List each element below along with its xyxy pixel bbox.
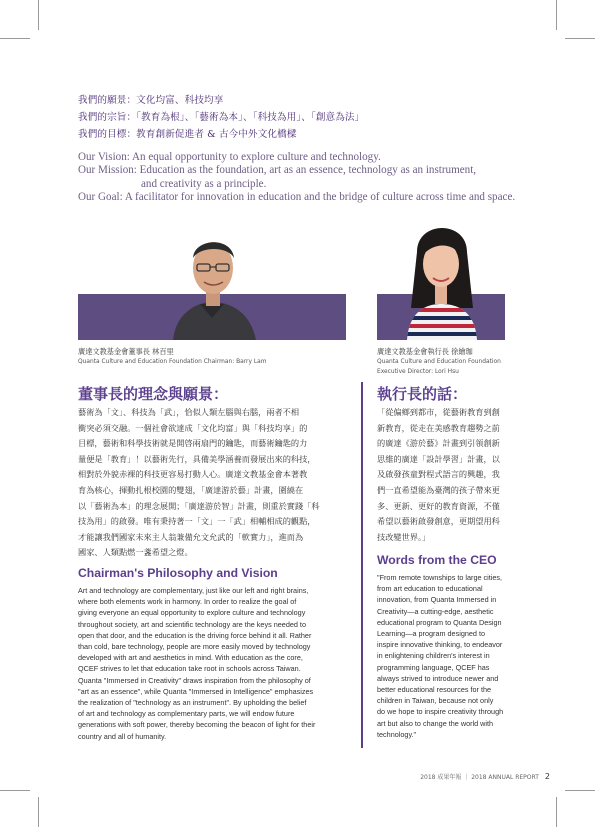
ceo-portrait-icon xyxy=(377,212,505,340)
crop-mark xyxy=(38,0,39,30)
ceo-body-en xyxy=(377,572,503,740)
paragraph-line: 的廣達《游於藝》計畫到引領創新 xyxy=(377,438,500,449)
paragraph-line: 新教育，從走在美感教育趨勢之前 xyxy=(377,422,500,433)
crop-mark xyxy=(565,790,595,791)
mission-line-en: Our Mission: Education as the foundation, art as an essence, technology as an instrument, xyxy=(78,164,477,177)
paragraph-line: giving everyone an equal opportunity to explore culture and technology xyxy=(78,608,306,618)
paragraph-line: educational program to Quanta Design xyxy=(377,617,502,627)
paragraph-line: "art as an essence", while Quanta "Immersed in Intelligence" emphasizes xyxy=(78,686,314,696)
page-footer xyxy=(380,772,550,781)
paragraph-line: generations with soft power, thereby becoming the beacon of light for their xyxy=(78,720,316,730)
paragraph-line: 衝突必須交融。一個社會欲達成「文化均富」與「科技均享」的 xyxy=(78,422,308,433)
paragraph-line: 「從偏鄉到都市，從藝術教育到創 xyxy=(377,407,500,417)
paragraph-line: better educational resources for the xyxy=(377,685,492,695)
footer-text: 2018 成果年報 ｜ 2018 ANNUAL REPORT xyxy=(420,774,539,781)
page-number: 2 xyxy=(544,772,550,781)
ceo-heading-zh: 執行長的話： xyxy=(377,385,468,403)
chairman-portrait-icon xyxy=(78,212,346,340)
ceo-body-zh xyxy=(377,405,500,545)
goal-line: 我們的目標：教育創新促進者 & 古今中外文化橋樑 xyxy=(78,129,297,140)
paragraph-line: "From remote townships to large cities, xyxy=(377,573,503,582)
paragraph-line: children in Taiwan, because not only xyxy=(377,696,494,706)
vision-line: 我們的願景：文化均富、科技均享 xyxy=(78,95,224,106)
ceo-caption-zh: 廣達文教基金會執行長 徐繪珈 xyxy=(377,347,473,356)
chairman-caption-zh: 廣達文教基金會董事長 林百里 xyxy=(78,347,174,356)
paragraph-line: 相對於外貌赤裸的科技更容易打動人心。廣達文教基金會本著教 xyxy=(78,469,308,480)
column-divider xyxy=(361,382,363,748)
paragraph-line: country and all of humanity. xyxy=(78,731,167,741)
paragraph-line: 量便是「教育」！以藝術先行，具備美學涵養而發展出來的科技， xyxy=(78,453,316,464)
ceo-photo xyxy=(377,212,505,340)
ceo-caption-en-2: Executive Director: Lori Hsu xyxy=(377,369,459,375)
paragraph-line: art but also to change the world with xyxy=(377,718,494,728)
chairman-heading-zh: 董事長的理念與願景： xyxy=(78,385,229,403)
paragraph-line: QCEF strives to let that education take root in schools across Taiwan. xyxy=(78,664,301,674)
paragraph-line: 希望以藝術啟發創意，更期望用科 xyxy=(377,516,500,527)
paragraph-line: 及啟發孩童對程式語言的興趣，我 xyxy=(377,469,500,480)
chairman-body-zh xyxy=(78,405,320,561)
ceo-caption-en-1: Quanta Culture and Education Foundation xyxy=(377,359,501,365)
paragraph-line: developed with art and aesthetics in mind. With education as the core, xyxy=(78,653,303,663)
paragraph-line: in enlightening children's interest in xyxy=(377,651,490,661)
paragraph-line: where both elements work in harmony. In order to realize the goal of xyxy=(78,597,297,607)
paragraph-line: Creativity—a cutting-edge, aesthetic xyxy=(377,606,494,616)
vision-line-en: Our Vision: An equal opportunity to explore culture and technology. xyxy=(78,151,381,163)
paragraph-line: inspire innovative thinking, to endeavor xyxy=(377,640,503,650)
vision-block-en xyxy=(78,151,558,205)
mission-line-en-cont: and creativity as a principle. xyxy=(141,177,267,190)
paragraph-line: open that door, and the education is the driving force behind it all. Rather xyxy=(78,630,312,640)
paragraph-line: 藝術為「文」、科技為「武」，恰似人類左腦與右腦，兩者不相 xyxy=(78,407,300,417)
paragraph-line: 們一直希望能為臺灣的孩子帶來更 xyxy=(377,484,500,495)
paragraph-line: Learning—a program designed to xyxy=(377,629,486,639)
ceo-heading-en: Words from the CEO xyxy=(377,553,497,567)
paragraph-line: always strived to introduce newer and xyxy=(377,673,499,683)
paragraph-line: programming language, QCEF has xyxy=(377,662,490,672)
paragraph-line: 思維的廣達「設計學習」計畫，以 xyxy=(377,453,500,464)
crop-mark xyxy=(565,38,595,39)
paragraph-line: 國家、人類點燃一盞希望之燈。 xyxy=(78,547,193,558)
crop-mark xyxy=(0,38,30,39)
paragraph-line: of art and technology as complementary parts, we will endow future xyxy=(78,709,295,719)
paragraph-line: 多、更新、更好的教育資源，不僅 xyxy=(377,500,500,511)
paragraph-line: innovation, from Quanta Immersed in xyxy=(377,595,497,605)
goal-line-en: Our Goal: A facilitator for innovation in education and the bridge of culture across time and space. xyxy=(78,191,516,204)
paragraph-line: technology." xyxy=(377,729,417,739)
paragraph-line: do we hope to inspire creativity through xyxy=(377,707,504,717)
vision-block-zh xyxy=(78,92,558,143)
paragraph-line: 育為核心，揮動扎根校園的雙翅，「廣達游於藝」計畫，圍繞在 xyxy=(78,484,304,495)
crop-mark xyxy=(556,797,557,827)
mission-line: 我們的宗旨：「教育為根」、「藝術為本」、「科技為用」、「創意為法」 xyxy=(78,112,365,123)
paragraph-line: 以「藝術為本」的理念展開；「廣達游於智」計畫，則重於實踐「科 xyxy=(78,500,320,511)
paragraph-line: the realization of "technology as an instrument". By upholding the belief xyxy=(78,698,307,708)
paragraph-line: Art and technology are complementary, just like our left and right brains, xyxy=(78,586,309,595)
paragraph-line: from art education to educational xyxy=(377,584,483,594)
paragraph-line: Quanta "Immersed in Creativity" draws inspiration from the philosophy of xyxy=(78,675,311,685)
paragraph-line: 技改變世界。」 xyxy=(377,531,431,542)
crop-mark xyxy=(556,0,557,30)
crop-mark xyxy=(0,790,30,791)
paragraph-line: 才能讓我們國家未來主人翁兼備允文允武的「軟實力」，進而為 xyxy=(78,531,304,542)
chairman-photo xyxy=(78,212,346,340)
chairman-heading-en: Chairman's Philosophy and Vision xyxy=(78,566,278,580)
paragraph-line: than cold, bare technology, people are more easily moved by technology xyxy=(78,642,311,652)
chairman-body-en xyxy=(78,585,315,742)
paragraph-line: throughout society, art and scientific technology are the keys needed to xyxy=(78,619,306,629)
chairman-caption xyxy=(78,347,266,367)
crop-mark xyxy=(38,797,39,827)
paragraph-line: 技為用」的啟發。唯有秉持著一「文」一「武」相輔相成的觀點， xyxy=(78,516,316,527)
paragraph-line: 目標，藝術和科學技術就是開啓兩扇門的鑰匙，而藝術鑰匙的力 xyxy=(78,438,308,449)
chairman-caption-en: Quanta Culture and Education Foundation Chairman: Barry Lam xyxy=(78,359,267,365)
ceo-caption xyxy=(377,347,501,377)
